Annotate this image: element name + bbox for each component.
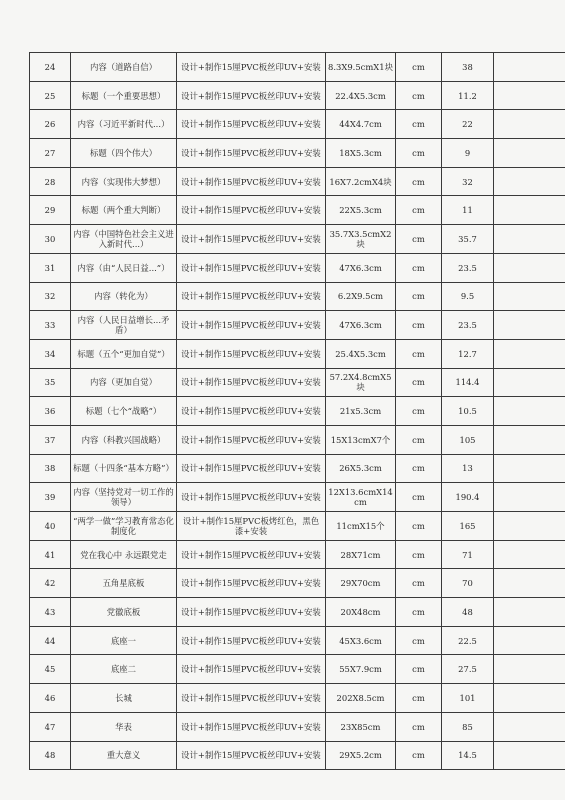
note-cell — [494, 626, 565, 655]
item-name-cell: 内容（转化为） — [71, 282, 177, 311]
table-row — [30, 110, 565, 139]
item-size-cell: 25.4X5.3cm — [326, 339, 396, 368]
quantity-cell: 105 — [442, 425, 494, 454]
work-description-cell: 设计+制作15厘PVC板丝印UV+安装 — [177, 684, 326, 713]
item-size-cell: 21x5.3cm — [326, 397, 396, 426]
quantity-cell: 13 — [442, 454, 494, 483]
item-size-cell: 57.2X4.8cmX5块 — [326, 368, 396, 397]
note-cell — [494, 368, 565, 397]
quantity-cell: 165 — [442, 512, 494, 541]
unit-cell: cm — [396, 368, 442, 397]
unit-cell: cm — [396, 225, 442, 254]
table-row — [30, 454, 565, 483]
work-description-cell: 设计+制作15厘PVC板丝印UV+安装 — [177, 598, 326, 627]
unit-cell: cm — [396, 569, 442, 598]
table-row — [30, 741, 565, 770]
work-description-cell: 设计+制作15厘PVC板丝印UV+安装 — [177, 483, 326, 512]
note-cell — [494, 81, 565, 110]
row-number-cell: 33 — [30, 311, 71, 340]
row-number-cell: 28 — [30, 167, 71, 196]
quantity-cell: 114.4 — [442, 368, 494, 397]
unit-cell: cm — [396, 626, 442, 655]
item-name-cell: 华表 — [71, 712, 177, 741]
quantity-cell: 11 — [442, 196, 494, 225]
note-cell — [494, 167, 565, 196]
note-cell — [494, 425, 565, 454]
note-cell — [494, 282, 565, 311]
unit-cell: cm — [396, 339, 442, 368]
row-number-cell: 44 — [30, 626, 71, 655]
note-cell — [494, 712, 565, 741]
row-number-cell: 40 — [30, 512, 71, 541]
row-number-cell: 35 — [30, 368, 71, 397]
table-row — [30, 425, 565, 454]
item-size-cell: 35.7X3.5cmX2块 — [326, 225, 396, 254]
row-number-cell: 29 — [30, 196, 71, 225]
unit-cell: cm — [396, 712, 442, 741]
table-row — [30, 167, 565, 196]
table-row — [30, 598, 565, 627]
quantity-cell: 48 — [442, 598, 494, 627]
item-size-cell: 12X13.6cmX14cm — [326, 483, 396, 512]
work-description-cell: 设计+制作15厘PVC板烤红色，黑色漆+安装 — [177, 512, 326, 541]
row-number-cell: 42 — [30, 569, 71, 598]
note-cell — [494, 110, 565, 139]
work-description-cell: 设计+制作15厘PVC板丝印UV+安装 — [177, 253, 326, 282]
item-name-cell: 标题（四个伟大） — [71, 139, 177, 168]
quantity-cell: 85 — [442, 712, 494, 741]
note-cell — [494, 339, 565, 368]
table-row — [30, 483, 565, 512]
quantity-cell: 70 — [442, 569, 494, 598]
row-number-cell: 34 — [30, 339, 71, 368]
unit-cell: cm — [396, 454, 442, 483]
work-description-cell: 设计+制作15厘PVC板丝印UV+安装 — [177, 339, 326, 368]
item-size-cell: 202X8.5cm — [326, 684, 396, 713]
row-number-cell: 31 — [30, 253, 71, 282]
item-size-cell: 20X48cm — [326, 598, 396, 627]
work-description-cell: 设计+制作15厘PVC板丝印UV+安装 — [177, 196, 326, 225]
item-size-cell: 16X7.2cmX4块 — [326, 167, 396, 196]
unit-cell: cm — [396, 53, 442, 82]
row-number-cell: 27 — [30, 139, 71, 168]
item-size-cell: 47X6.3cm — [326, 253, 396, 282]
work-description-cell: 设计+制作15厘PVC板丝印UV+安装 — [177, 425, 326, 454]
work-description-cell: 设计+制作15厘PVC板丝印UV+安装 — [177, 397, 326, 426]
item-size-cell: 44X4.7cm — [326, 110, 396, 139]
work-description-cell: 设计+制作15厘PVC板丝印UV+安装 — [177, 225, 326, 254]
note-cell — [494, 741, 565, 770]
table-row — [30, 225, 565, 254]
item-name-cell: 内容（坚持党对一切工作的领导） — [71, 483, 177, 512]
item-name-cell: 底座二 — [71, 655, 177, 684]
work-description-cell: 设计+制作15厘PVC板丝印UV+安装 — [177, 53, 326, 82]
quantity-cell: 10.5 — [442, 397, 494, 426]
unit-cell: cm — [396, 512, 442, 541]
work-description-cell: 设计+制作15厘PVC板丝印UV+安装 — [177, 626, 326, 655]
item-size-cell: 11cmX15个 — [326, 512, 396, 541]
unit-cell: cm — [396, 425, 442, 454]
work-description-cell: 设计+制作15厘PVC板丝印UV+安装 — [177, 282, 326, 311]
note-cell — [494, 569, 565, 598]
note-cell — [494, 655, 565, 684]
unit-cell: cm — [396, 598, 442, 627]
unit-cell: cm — [396, 110, 442, 139]
work-description-cell: 设计+制作15厘PVC板丝印UV+安装 — [177, 368, 326, 397]
quantity-cell: 27.5 — [442, 655, 494, 684]
quantity-cell: 101 — [442, 684, 494, 713]
item-name-cell: 内容（更加自觉） — [71, 368, 177, 397]
work-description-cell: 设计+制作15厘PVC板丝印UV+安装 — [177, 139, 326, 168]
unit-cell: cm — [396, 483, 442, 512]
work-description-cell: 设计+制作15厘PVC板丝印UV+安装 — [177, 569, 326, 598]
item-name-cell: 内容（由“人民日益...”） — [71, 253, 177, 282]
quantity-cell: 23.5 — [442, 253, 494, 282]
item-size-cell: 22X5.3cm — [326, 196, 396, 225]
item-name-cell: 标题（一个重要思想） — [71, 81, 177, 110]
item-size-cell: 22.4X5.3cm — [326, 81, 396, 110]
unit-cell: cm — [396, 81, 442, 110]
quantity-cell: 23.5 — [442, 311, 494, 340]
row-number-cell: 39 — [30, 483, 71, 512]
work-description-cell: 设计+制作15厘PVC板丝印UV+安装 — [177, 167, 326, 196]
work-description-cell: 设计+制作15厘PVC板丝印UV+安装 — [177, 741, 326, 770]
work-description-cell: 设计+制作15厘PVC板丝印UV+安装 — [177, 110, 326, 139]
quantity-cell: 35.7 — [442, 225, 494, 254]
row-number-cell: 47 — [30, 712, 71, 741]
quantity-cell: 22.5 — [442, 626, 494, 655]
item-size-cell: 18X5.3cm — [326, 139, 396, 168]
note-cell — [494, 139, 565, 168]
table-row — [30, 684, 565, 713]
work-description-cell: 设计+制作15厘PVC板丝印UV+安装 — [177, 454, 326, 483]
row-number-cell: 43 — [30, 598, 71, 627]
item-name-cell: 党徽底板 — [71, 598, 177, 627]
table-row — [30, 311, 565, 340]
row-number-cell: 46 — [30, 684, 71, 713]
work-description-cell: 设计+制作15厘PVC板丝印UV+安装 — [177, 540, 326, 569]
row-number-cell: 32 — [30, 282, 71, 311]
item-name-cell: 标题（七个“战略”） — [71, 397, 177, 426]
item-size-cell: 28X71cm — [326, 540, 396, 569]
note-cell — [494, 540, 565, 569]
item-size-cell: 29X70cm — [326, 569, 396, 598]
item-name-cell: 内容（实现伟大梦想） — [71, 167, 177, 196]
table-row — [30, 282, 565, 311]
note-cell — [494, 53, 565, 82]
item-name-cell: 内容（人民日益增长...矛盾） — [71, 311, 177, 340]
table-row — [30, 139, 565, 168]
note-cell — [494, 253, 565, 282]
quantity-cell: 38 — [442, 53, 494, 82]
unit-cell: cm — [396, 655, 442, 684]
item-name-cell: “两学一做”学习教育常态化制度化 — [71, 512, 177, 541]
item-size-cell: 55X7.9cm — [326, 655, 396, 684]
item-name-cell: 标题（十四条“基本方略”） — [71, 454, 177, 483]
table-row — [30, 512, 565, 541]
table-row — [30, 253, 565, 282]
work-description-cell: 设计+制作15厘PVC板丝印UV+安装 — [177, 311, 326, 340]
quantity-cell: 11.2 — [442, 81, 494, 110]
item-name-cell: 内容（道路自信） — [71, 53, 177, 82]
table-body — [30, 53, 565, 770]
unit-cell: cm — [396, 167, 442, 196]
table-row — [30, 81, 565, 110]
row-number-cell: 26 — [30, 110, 71, 139]
items-table — [29, 52, 565, 770]
unit-cell: cm — [396, 397, 442, 426]
item-size-cell: 29X5.2cm — [326, 741, 396, 770]
item-name-cell: 长城 — [71, 684, 177, 713]
unit-cell: cm — [396, 196, 442, 225]
table-row — [30, 712, 565, 741]
row-number-cell: 36 — [30, 397, 71, 426]
item-name-cell: 五角星底板 — [71, 569, 177, 598]
unit-cell: cm — [396, 311, 442, 340]
unit-cell: cm — [396, 684, 442, 713]
table-row — [30, 540, 565, 569]
table-row — [30, 655, 565, 684]
item-size-cell: 45X3.6cm — [326, 626, 396, 655]
item-name-cell: 内容（中国特色社会主义进入新时代...） — [71, 225, 177, 254]
row-number-cell: 37 — [30, 425, 71, 454]
row-number-cell: 30 — [30, 225, 71, 254]
item-name-cell: 重大意义 — [71, 741, 177, 770]
note-cell — [494, 196, 565, 225]
note-cell — [494, 225, 565, 254]
row-number-cell: 25 — [30, 81, 71, 110]
item-size-cell: 23X85cm — [326, 712, 396, 741]
work-description-cell: 设计+制作15厘PVC板丝印UV+安装 — [177, 712, 326, 741]
quantity-cell: 9.5 — [442, 282, 494, 311]
table-row — [30, 196, 565, 225]
item-name-cell: 标题（两个重大判断） — [71, 196, 177, 225]
note-cell — [494, 397, 565, 426]
quantity-cell: 22 — [442, 110, 494, 139]
quantity-cell: 9 — [442, 139, 494, 168]
quantity-cell: 190.4 — [442, 483, 494, 512]
unit-cell: cm — [396, 282, 442, 311]
table-row — [30, 397, 565, 426]
unit-cell: cm — [396, 253, 442, 282]
item-name-cell: 党在我心中 永远跟党走 — [71, 540, 177, 569]
row-number-cell: 48 — [30, 741, 71, 770]
item-size-cell: 26X5.3cm — [326, 454, 396, 483]
note-cell — [494, 454, 565, 483]
table-row — [30, 53, 565, 82]
table-row — [30, 626, 565, 655]
quantity-cell: 14.5 — [442, 741, 494, 770]
item-size-cell: 6.2X9.5cm — [326, 282, 396, 311]
item-size-cell: 47X6.3cm — [326, 311, 396, 340]
table-row — [30, 569, 565, 598]
unit-cell: cm — [396, 540, 442, 569]
item-name-cell: 底座一 — [71, 626, 177, 655]
row-number-cell: 38 — [30, 454, 71, 483]
unit-cell: cm — [396, 741, 442, 770]
item-name-cell: 内容（科教兴国战略） — [71, 425, 177, 454]
table-row — [30, 368, 565, 397]
quantity-cell: 12.7 — [442, 339, 494, 368]
work-description-cell: 设计+制作15厘PVC板丝印UV+安装 — [177, 655, 326, 684]
quantity-cell: 32 — [442, 167, 494, 196]
row-number-cell: 24 — [30, 53, 71, 82]
unit-cell: cm — [396, 139, 442, 168]
work-description-cell: 设计+制作15厘PVC板丝印UV+安装 — [177, 81, 326, 110]
note-cell — [494, 598, 565, 627]
quantity-cell: 71 — [442, 540, 494, 569]
note-cell — [494, 512, 565, 541]
item-size-cell: 8.3X9.5cmX1块 — [326, 53, 396, 82]
item-name-cell: 标题（五个“更加自觉”） — [71, 339, 177, 368]
note-cell — [494, 684, 565, 713]
item-name-cell: 内容（习近平新时代...） — [71, 110, 177, 139]
note-cell — [494, 311, 565, 340]
note-cell — [494, 483, 565, 512]
item-size-cell: 15X13cmX7个 — [326, 425, 396, 454]
row-number-cell: 45 — [30, 655, 71, 684]
table-row — [30, 339, 565, 368]
row-number-cell: 41 — [30, 540, 71, 569]
